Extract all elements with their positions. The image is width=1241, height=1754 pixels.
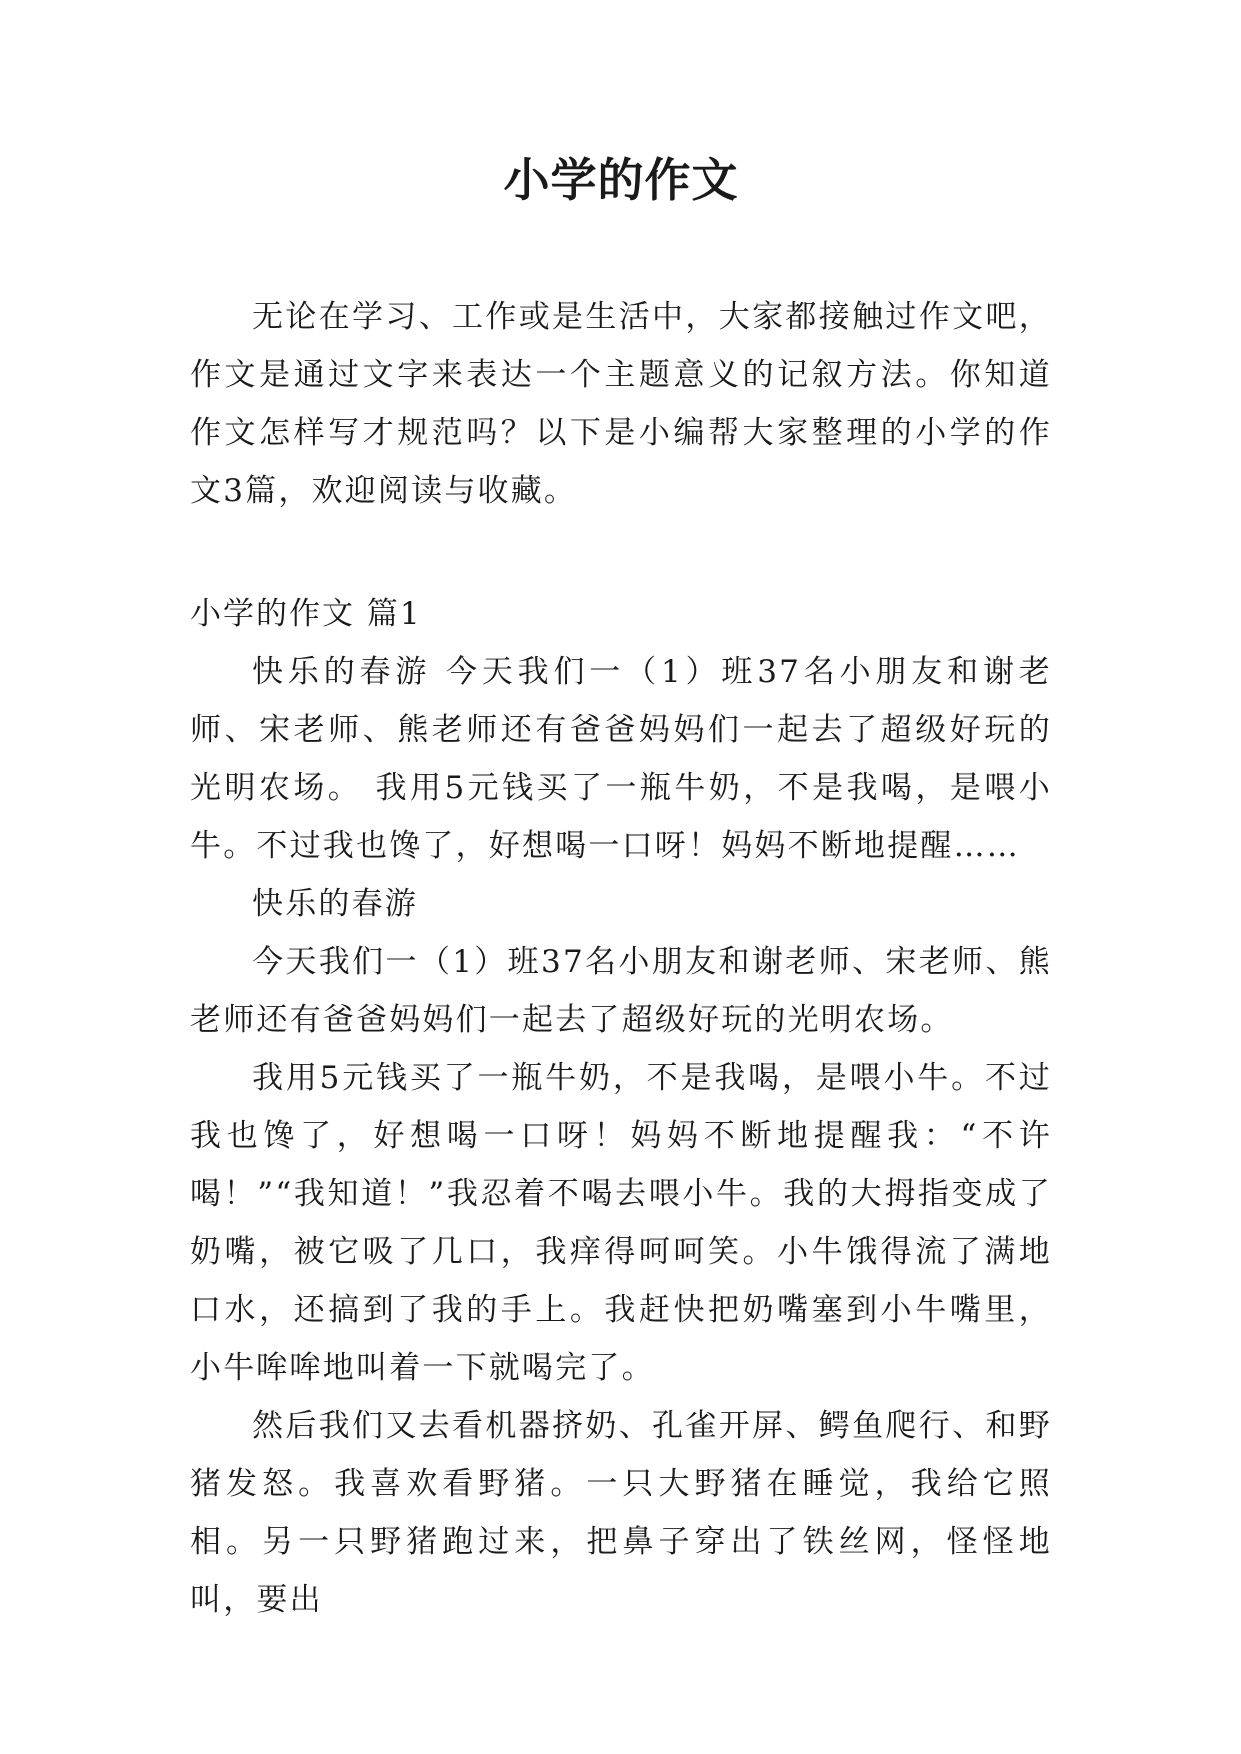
spacer [190, 520, 1052, 585]
document-body [190, 288, 1052, 1629]
document-title: 小学的作文 [503, 153, 739, 207]
intro-paragraph: 无论在学习、工作或是生活中，大家都接触过作文吧，作文是通过文字来表达一个主题意义的记叙方法。你知道作文怎样写才规范吗？以下是小编帮大家整理的小学的作文3篇，欢迎阅读与收藏。 [190, 299, 1052, 509]
paragraph-subtitle: 快乐的春游 [252, 886, 418, 922]
paragraph-1: 今天我们一（1）班37名小朋友和谢老师、宋老师、熊老师还有爸爸妈妈们一起去了超级好玩的光明农场。 [190, 944, 1052, 1038]
paragraph-2: 我用5元钱买了一瓶牛奶，不是我喝，是喂小牛。不过我也馋了，好想喝一口呀！妈妈不断地提醒我：“不许喝！”“我知道！”我忍着不喝去喂小牛。我的大拇指变成了奶嘴，被它吸了几口，我痒得呵呵笑。小牛饿得流了满地口水，还搞到了我的手上。我赶快把奶嘴塞到小牛嘴里，小牛哞哞地叫着一下就喝完了。 [190, 1060, 1052, 1386]
section-heading: 小学的作文 篇1 [190, 596, 422, 632]
paragraph-summary: 快乐的春游 今天我们一（1）班37名小朋友和谢老师、宋老师、熊老师还有爸爸妈妈们一起去了超级好玩的光明农场。 我用5元钱买了一瓶牛奶，不是我喝，是喂小牛。不过我也馋了，好想喝一口呀！妈妈不断地提醒…… [190, 654, 1052, 864]
paragraph-3: 然后我们又去看机器挤奶、孔雀开屏、鳄鱼爬行、和野猪发怒。我喜欢看野猪。一只大野猪在睡觉，我给它照相。另一只野猪跑过来，把鼻子穿出了铁丝网，怪怪地叫，要出 [190, 1408, 1052, 1618]
